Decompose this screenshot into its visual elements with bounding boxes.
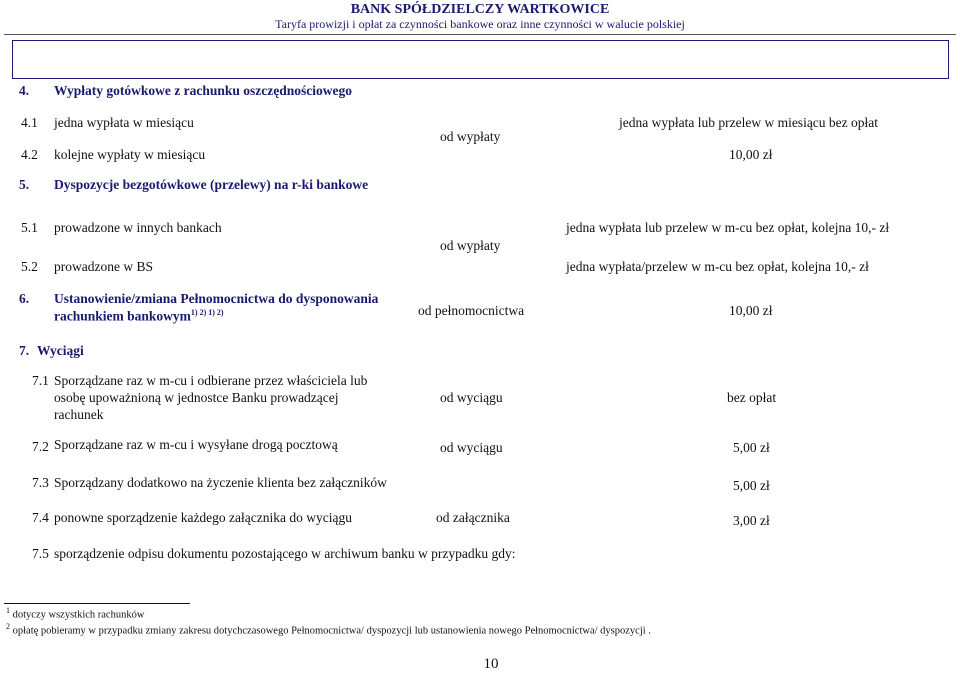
table-right-border bbox=[948, 40, 949, 78]
section-5-title: Dyspozycje bezgotówkowe (przelewy) na r-ki bankowe bbox=[54, 177, 369, 192]
section-6-basis: od pełnomocnictwa bbox=[418, 303, 525, 318]
bank-name: BANK SPÓŁDZIELCZY WARTKOWICE bbox=[350, 2, 610, 17]
footnote-1-mark: 1 bbox=[6, 606, 10, 615]
row-7-1-line3: rachunek bbox=[54, 407, 104, 422]
row-4-1-fee: jedna wypłata lub przelew w miesiącu bez opłat bbox=[619, 115, 879, 130]
row-4-1-number: 4.1 bbox=[21, 115, 38, 130]
row-5-2-number: 5.2 bbox=[21, 259, 38, 274]
table-row-border bbox=[12, 78, 949, 79]
document-subtitle: Taryfa prowizji i opłat za czynności bankowe oraz inne czynności w walucie polskiej bbox=[275, 17, 685, 31]
row-7-4-number: 7.4 bbox=[32, 510, 49, 525]
row-7-2-basis: od wyciągu bbox=[440, 440, 503, 455]
section-6-title-line1: Ustanowienie/zmiana Pełnomocnictwa do dysponowania bbox=[54, 291, 379, 306]
section-6-number: 6. bbox=[19, 291, 30, 306]
row-4-2-number: 4.2 bbox=[21, 147, 38, 162]
section-4-title: Wypłaty gotówkowe z rachunku oszczędnościowego bbox=[54, 83, 352, 98]
footnote-2-mark: 2 bbox=[6, 622, 10, 631]
row-5-2-label: prowadzone w BS bbox=[54, 259, 153, 274]
row-5-2-fee: jedna wypłata/przelew w m-cu bez opłat, kolejna 10,- zł bbox=[566, 259, 869, 274]
row-4-1-label: jedna wypłata w miesiącu bbox=[54, 115, 194, 130]
footnote-2-text: opłatę pobieramy w przypadku zmiany zakresu dotychczasowego Pełnomocnictwa/ dyspozycji lub ustanowienia nowego Pełnomocnictwa/ dyspozycji . bbox=[12, 625, 651, 637]
row-7-1-number: 7.1 bbox=[32, 373, 49, 388]
row-7-3-number: 7.3 bbox=[32, 475, 49, 490]
section-4-number: 4. bbox=[19, 83, 30, 98]
footnote-2 bbox=[6, 622, 651, 637]
row-7-4-fee: 3,00 zł bbox=[733, 513, 770, 528]
row-7-5-number: 7.5 bbox=[32, 546, 49, 561]
page-number: 10 bbox=[483, 656, 499, 672]
row-7-1-line1: Sporządzane raz w m-cu i odbierane przez właściciela lub bbox=[54, 373, 368, 388]
section-4-basis: od wypłaty bbox=[440, 129, 501, 144]
row-7-3-fee: 5,00 zł bbox=[733, 478, 770, 493]
row-5-1-fee: jedna wypłata lub przelew w m-cu bez opłat, kolejna 10,- zł bbox=[566, 220, 890, 235]
row-4-2-label: kolejne wypłaty w miesiącu bbox=[54, 147, 206, 162]
row-7-2-number: 7.2 bbox=[32, 439, 49, 454]
row-7-1-line2: osobę upoważnioną w jednostce Banku prowadzącej bbox=[54, 390, 339, 405]
footnote-1 bbox=[6, 606, 144, 621]
row-7-1-fee: bez opłat bbox=[727, 390, 777, 405]
section-6-fee: 10,00 zł bbox=[729, 303, 773, 318]
row-7-4-label: ponowne sporządzenie każdego załącznika do wyciągu bbox=[54, 510, 352, 525]
row-5-1-number: 5.1 bbox=[21, 220, 38, 235]
row-5-1-label: prowadzone w innych bankach bbox=[54, 220, 222, 235]
section-7-number: 7. bbox=[19, 343, 30, 358]
section-5-number: 5. bbox=[19, 177, 30, 192]
row-7-1-basis: od wyciągu bbox=[440, 390, 503, 405]
table-left-border bbox=[12, 40, 13, 78]
section-6-title-line2-text: rachunkiem bankowym bbox=[54, 308, 191, 324]
table-top-border bbox=[12, 40, 949, 41]
section-5-basis: od wypłaty bbox=[440, 238, 501, 253]
footnote-1-text: dotyczy wszystkich rachunków bbox=[12, 609, 145, 621]
row-7-3-label: Sporządzany dodatkowo na życzenie klienta bez załączników bbox=[54, 475, 387, 490]
section-6-title-line2 bbox=[54, 308, 224, 325]
row-7-5-label: sporządzenie odpisu dokumentu pozostającego w archiwum banku w przypadku gdy: bbox=[54, 546, 516, 561]
row-7-2-fee: 5,00 zł bbox=[733, 440, 770, 455]
row-7-4-basis: od załącznika bbox=[436, 510, 510, 525]
row-4-2-fee: 10,00 zł bbox=[729, 147, 773, 162]
section-6-footnote-marks: 1) 2) 1) 2) bbox=[190, 308, 224, 317]
header-rule bbox=[4, 34, 956, 35]
section-7-title: Wyciągi bbox=[37, 343, 84, 358]
row-7-2-label: Sporządzane raz w m-cu i wysyłane drogą pocztową bbox=[54, 437, 338, 452]
footnote-separator bbox=[4, 603, 190, 604]
